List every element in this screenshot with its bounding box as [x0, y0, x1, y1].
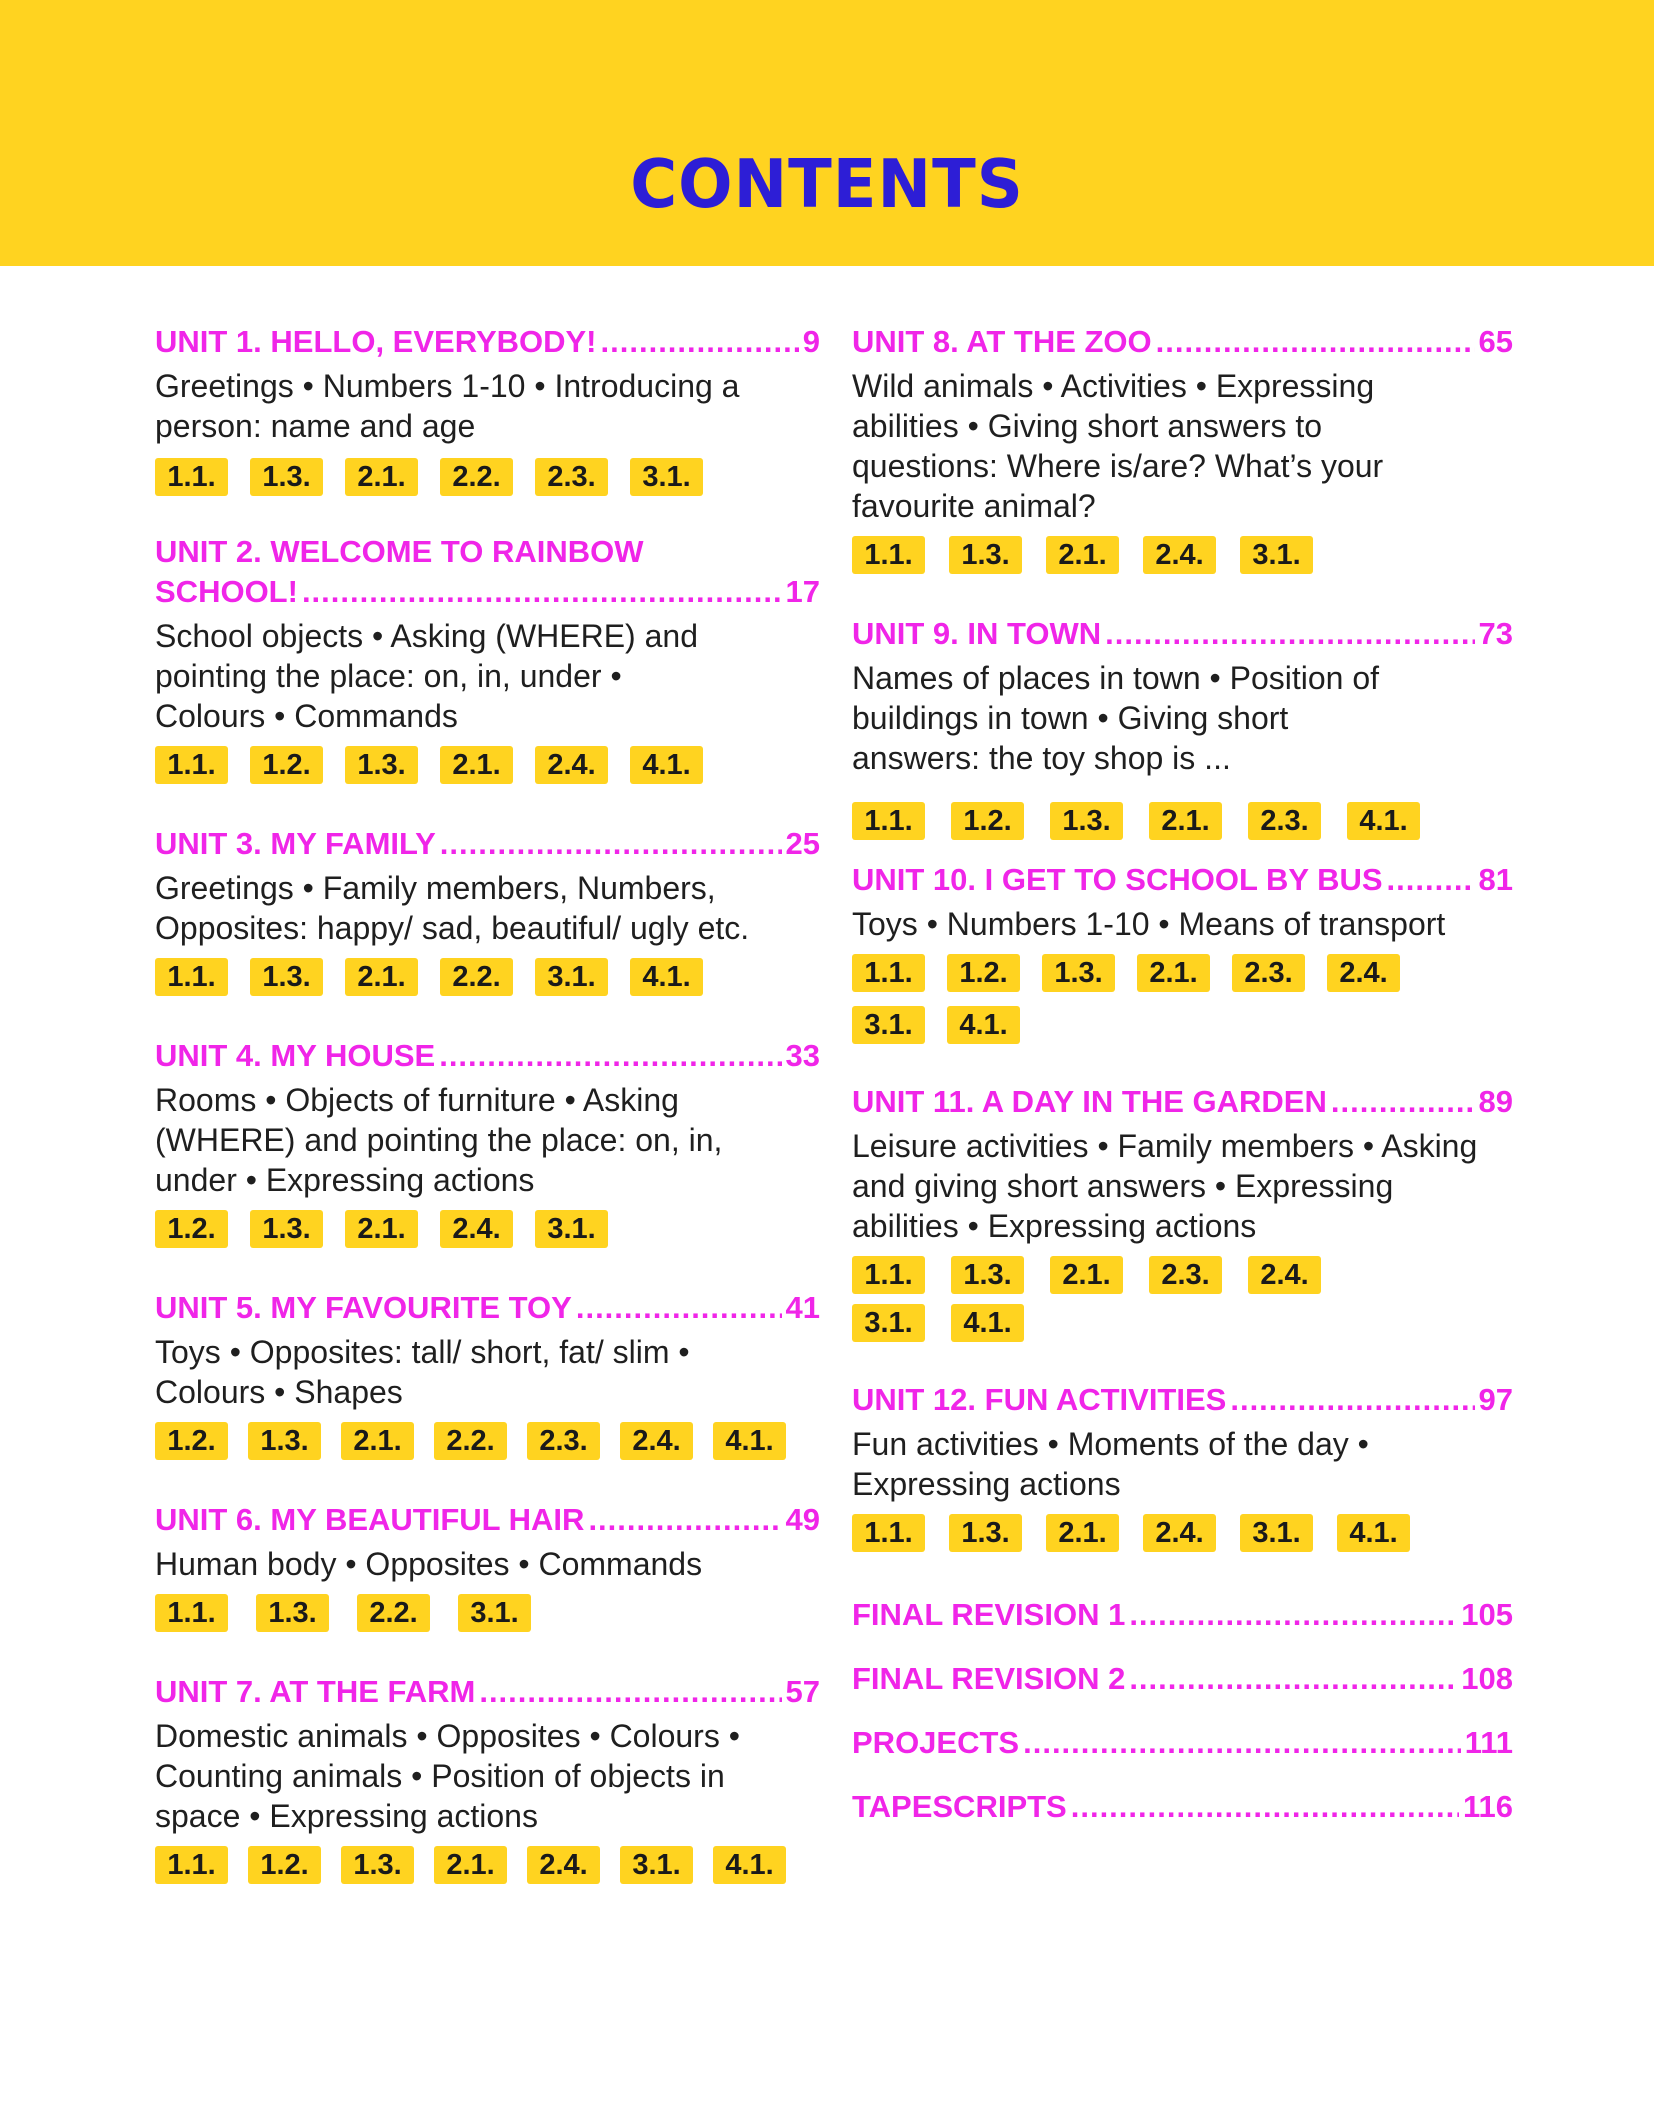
unit-description: Domestic animals • Opposites • Colours • Counting animals • Position of objects in space • Expressing actions: [155, 1718, 740, 1834]
leader-dots: [1156, 322, 1475, 362]
page-number: 17: [785, 574, 820, 609]
page-number: 105: [1461, 1597, 1513, 1632]
competency-tag: 1.2.: [155, 1210, 228, 1248]
competency-tag: 4.1.: [713, 1846, 786, 1884]
competency-tags: [155, 1422, 820, 1460]
unit-title: UNIT 5. MY FAVOURITE TOY: [155, 1290, 572, 1325]
unit-7-heading[interactable]: [155, 1672, 820, 1712]
unit-6-heading[interactable]: [155, 1500, 820, 1540]
competency-tag: 4.1.: [1337, 1514, 1410, 1552]
page-number: 41: [785, 1290, 820, 1325]
competency-tag: 1.2.: [248, 1846, 321, 1884]
competency-tags: [155, 1594, 820, 1632]
competency-tag: 4.1.: [630, 958, 703, 996]
unit-title: UNIT 3. MY FAMILY: [155, 826, 436, 861]
competency-tag: 1.3.: [951, 1256, 1024, 1294]
competency-tag: 3.1.: [458, 1594, 531, 1632]
final-revision-1-link[interactable]: [852, 1595, 1513, 1635]
page-number: 9: [802, 324, 820, 359]
leader-dots: [479, 1672, 781, 1712]
extras-list: [852, 1595, 1513, 1827]
competency-tag: 1.1.: [852, 536, 925, 574]
competency-tag: 2.1.: [434, 1846, 507, 1884]
header-banner: [0, 0, 1654, 266]
competency-tag: 1.1.: [852, 1514, 925, 1552]
unit-4-entry: [155, 1036, 820, 1248]
competency-tag: 2.1.: [345, 958, 418, 996]
competency-tag: 2.1.: [345, 458, 418, 496]
unit-12-entry: [852, 1380, 1513, 1552]
extra-title: PROJECTS: [852, 1725, 1020, 1760]
leader-dots: [576, 1288, 782, 1328]
competency-tag: 1.3.: [345, 746, 418, 784]
competency-tag: 3.1.: [852, 1304, 925, 1342]
unit-3-heading[interactable]: [155, 824, 820, 864]
competency-tag: 1.2.: [155, 1422, 228, 1460]
competency-tag: 1.1.: [852, 802, 925, 840]
competency-tag: 3.1.: [535, 958, 608, 996]
competency-tag: 4.1.: [947, 1006, 1020, 1044]
unit-title: UNIT 10. I GET TO SCHOOL BY BUS: [852, 862, 1383, 897]
competency-tags: [155, 1846, 820, 1884]
competency-tag: 1.2.: [250, 746, 323, 784]
unit-2-entry: [155, 532, 820, 784]
unit-3-entry: [155, 824, 820, 996]
unit-5-entry: [155, 1288, 820, 1460]
competency-tag: 2.2.: [434, 1422, 507, 1460]
unit-5-heading[interactable]: [155, 1288, 820, 1328]
competency-tag: 2.4.: [1143, 1514, 1216, 1552]
competency-tag: 3.1.: [852, 1006, 925, 1044]
unit-11-entry: [852, 1082, 1513, 1342]
page-number: 65: [1478, 324, 1513, 359]
extra-title: FINAL REVISION 2: [852, 1661, 1126, 1696]
unit-title: UNIT 4. MY HOUSE: [155, 1038, 436, 1073]
leader-dots: [1230, 1380, 1474, 1420]
competency-tag: 2.3.: [535, 458, 608, 496]
competency-tag: 3.1.: [535, 1210, 608, 1248]
competency-tag: 2.1.: [1137, 954, 1210, 992]
competency-tags: [852, 1514, 1513, 1552]
unit-8-entry: [852, 322, 1513, 574]
competency-tag: 1.3.: [949, 1514, 1022, 1552]
competency-tag: 2.1.: [440, 746, 513, 784]
competency-tag: 2.4.: [620, 1422, 693, 1460]
competency-tag: 2.3.: [1149, 1256, 1222, 1294]
page-number: 81: [1478, 862, 1513, 897]
unit-12-heading[interactable]: [852, 1380, 1513, 1420]
competency-tag: 1.1.: [155, 458, 228, 496]
leader-dots: [1105, 614, 1474, 654]
unit-title: UNIT 7. AT THE FARM: [155, 1674, 476, 1709]
competency-tags: [155, 746, 820, 784]
competency-tag: 1.3.: [949, 536, 1022, 574]
unit-title-line2: SCHOOL!: [155, 574, 298, 609]
competency-tag: 2.1.: [1046, 1514, 1119, 1552]
unit-1-entry: [155, 322, 820, 496]
competency-tag: 2.1.: [1046, 536, 1119, 574]
competency-tags: [155, 1210, 820, 1248]
leader-dots: [601, 322, 799, 362]
competency-tags: [852, 536, 1513, 574]
competency-tag: 4.1.: [951, 1304, 1024, 1342]
competency-tag: 1.3.: [256, 1594, 329, 1632]
unit-11-heading[interactable]: [852, 1082, 1513, 1122]
leader-dots: [588, 1500, 781, 1540]
competency-tags: [155, 958, 820, 996]
competency-tag: 1.3.: [1042, 954, 1115, 992]
unit-description: Toys • Numbers 1-10 • Means of transport: [852, 906, 1446, 942]
tapescripts-link[interactable]: [852, 1787, 1513, 1827]
competency-tag: 1.1.: [852, 954, 925, 992]
competency-tag: 1.1.: [155, 746, 228, 784]
projects-link[interactable]: [852, 1723, 1513, 1763]
final-revision-2-link[interactable]: [852, 1659, 1513, 1699]
leader-dots: [440, 824, 782, 864]
extra-title: TAPESCRIPTS: [852, 1789, 1067, 1824]
unit-description: Wild animals • Activities • Expressing abilities • Giving short answers to questions: Where is/are? What’s your favourite animal?: [852, 368, 1384, 524]
competency-tag: 1.3.: [250, 958, 323, 996]
competency-tag: 2.4.: [1143, 536, 1216, 574]
page-number: 97: [1478, 1382, 1513, 1417]
competency-tags: [852, 802, 1513, 840]
unit-9-heading[interactable]: [852, 614, 1513, 654]
unit-title: UNIT 12. FUN ACTIVITIES: [852, 1382, 1227, 1417]
extra-title: FINAL REVISION 1: [852, 1597, 1126, 1632]
page-number: 57: [785, 1674, 820, 1709]
page-title: CONTENTS: [630, 146, 1024, 224]
unit-title: UNIT 11. A DAY IN THE GARDEN: [852, 1084, 1327, 1119]
competency-tag: 2.3.: [527, 1422, 600, 1460]
competency-tag: 1.3.: [250, 1210, 323, 1248]
competency-tag: 2.3.: [1248, 802, 1321, 840]
competency-tag: 2.4.: [535, 746, 608, 784]
unit-4-heading[interactable]: [155, 1036, 820, 1076]
competency-tag: 2.4.: [1248, 1256, 1321, 1294]
competency-tag: 2.4.: [527, 1846, 600, 1884]
leader-dots: [1023, 1723, 1461, 1763]
unit-6-entry: [155, 1500, 820, 1632]
unit-title-line1: UNIT 2. WELCOME TO RAINBOW: [155, 534, 644, 569]
page-number: 73: [1478, 616, 1513, 651]
unit-7-entry: [155, 1672, 820, 1884]
competency-tag: 2.3.: [1232, 954, 1305, 992]
competency-tags: [852, 1256, 1372, 1342]
competency-tag: 4.1.: [630, 746, 703, 784]
leader-dots: [1387, 860, 1475, 900]
competency-tag: 3.1.: [630, 458, 703, 496]
competency-tag: 1.3.: [341, 1846, 414, 1884]
competency-tag: 1.2.: [951, 802, 1024, 840]
unit-description: School objects • Asking (WHERE) and pointing the place: on, in, under • Colours • Commands: [155, 618, 698, 734]
unit-description: Greetings • Numbers 1-10 • Introducing a person: name and age: [155, 368, 740, 444]
unit-10-entry: [852, 860, 1513, 1044]
unit-description: Fun activities • Moments of the day • Expressing actions: [852, 1426, 1369, 1502]
unit-title: UNIT 9. IN TOWN: [852, 616, 1102, 651]
competency-tag: 2.2.: [440, 958, 513, 996]
page-number: 49: [785, 1502, 820, 1537]
page-number: 25: [785, 826, 820, 861]
unit-description: Names of places in town • Position of buildings in town • Giving short answers: the toy shop is ...: [852, 660, 1380, 776]
competency-tag: 2.4.: [440, 1210, 513, 1248]
competency-tag: 1.1.: [155, 1846, 228, 1884]
competency-tag: 1.1.: [155, 1594, 228, 1632]
leader-dots: [1331, 1082, 1475, 1122]
unit-10-heading[interactable]: [852, 860, 1513, 900]
page-number: 33: [785, 1038, 820, 1073]
unit-description: Leisure activities • Family members • Asking and giving short answers • Expressing abilities • Expressing actions: [852, 1128, 1478, 1244]
unit-description: Rooms • Objects of furniture • Asking (WHERE) and pointing the place: on, in, under • Expressing actions: [155, 1082, 723, 1198]
competency-tag: 2.1.: [341, 1422, 414, 1460]
competency-tag: 2.2.: [357, 1594, 430, 1632]
competency-tag: 1.2.: [947, 954, 1020, 992]
page-number: 111: [1464, 1725, 1513, 1760]
page-number: 116: [1462, 1789, 1513, 1824]
competency-tag: 3.1.: [620, 1846, 693, 1884]
leader-dots: [1071, 1787, 1459, 1827]
competency-tag: 1.1.: [155, 958, 228, 996]
unit-2-heading[interactable]: [155, 532, 820, 612]
competency-tags: [155, 458, 820, 496]
competency-tag: 2.1.: [1050, 1256, 1123, 1294]
unit-description: Human body • Opposites • Commands: [155, 1546, 703, 1582]
unit-9-entry: [852, 614, 1513, 840]
unit-8-heading[interactable]: [852, 322, 1513, 362]
competency-tag: 1.3.: [1050, 802, 1123, 840]
competency-tag: 2.1.: [345, 1210, 418, 1248]
leader-dots: [302, 572, 782, 612]
unit-description: Greetings • Family members, Numbers, Opposites: happy/ sad, beautiful/ ugly etc.: [155, 870, 750, 946]
leader-dots: [439, 1036, 781, 1076]
leader-dots: [1129, 1595, 1457, 1635]
unit-title: UNIT 1. HELLO, EVERYBODY!: [155, 324, 597, 359]
competency-tag: 4.1.: [1347, 802, 1420, 840]
competency-tag: 1.3.: [248, 1422, 321, 1460]
competency-tag: 2.4.: [1327, 954, 1400, 992]
competency-tags: [852, 954, 1412, 1044]
page-number: 108: [1461, 1661, 1513, 1696]
competency-tag: 3.1.: [1240, 536, 1313, 574]
page-number: 89: [1478, 1084, 1513, 1119]
competency-tag: 4.1.: [713, 1422, 786, 1460]
unit-title: UNIT 8. AT THE ZOO: [852, 324, 1152, 359]
competency-tag: 3.1.: [1240, 1514, 1313, 1552]
competency-tag: 2.1.: [1149, 802, 1222, 840]
unit-title: UNIT 6. MY BEAUTIFUL HAIR: [155, 1502, 585, 1537]
competency-tag: 1.3.: [250, 458, 323, 496]
competency-tag: 2.2.: [440, 458, 513, 496]
leader-dots: [1129, 1659, 1457, 1699]
unit-description: Toys • Opposites: tall/ short, fat/ slim • Colours • Shapes: [155, 1334, 690, 1410]
competency-tag: 1.1.: [852, 1256, 925, 1294]
unit-1-heading[interactable]: [155, 322, 820, 362]
